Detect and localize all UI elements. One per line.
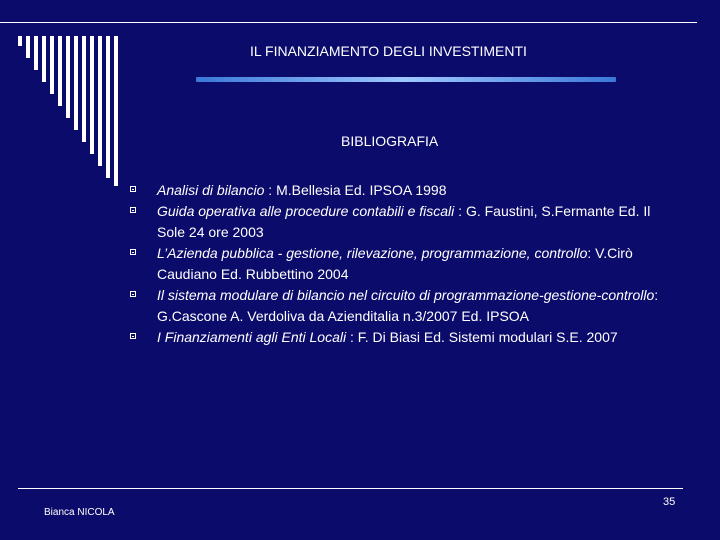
decor-bar (82, 36, 86, 142)
decor-bar (98, 36, 102, 166)
decor-bar (34, 36, 38, 70)
book-details: : G. Faustini, S.Fermante Ed. Il Sole 24 ore 2003 (157, 203, 651, 240)
bibliography-item (130, 243, 670, 285)
book-details: : V.Cirò Caudiano Ed. Rubbettino 2004 (157, 245, 633, 282)
decor-bar (66, 36, 70, 118)
square-bullet-icon (130, 207, 136, 213)
square-bullet-icon (130, 291, 136, 297)
decor-bar (58, 36, 62, 106)
footer-rule (18, 488, 683, 489)
decor-bar (50, 36, 54, 94)
decor-bar (74, 36, 78, 130)
bibliography-item (130, 285, 670, 327)
square-bullet-icon (130, 333, 136, 339)
square-bullet-icon (130, 186, 136, 192)
decor-bar (90, 36, 94, 154)
square-bullet-icon (130, 249, 136, 255)
top-rule (0, 22, 697, 23)
decor-bar (18, 36, 22, 46)
decor-bar (106, 36, 110, 178)
book-title: L’Azienda pubblica - gestione, rilevazione, programmazione, controllo (157, 245, 588, 261)
slide-title: IL FINANZIAMENTO DEGLI INVESTIMENTI (250, 43, 527, 59)
bibliography-item (130, 201, 670, 243)
title-underline (196, 77, 616, 82)
decor-bar (114, 36, 118, 186)
book-details: : M.Bellesia Ed. IPSOA 1998 (264, 182, 447, 198)
decorative-bars (18, 36, 128, 186)
book-title: Analisi di bilancio (157, 182, 265, 198)
page-number: 35 (663, 496, 676, 508)
book-title: Guida operativa alle procedure contabili e fiscali (157, 203, 455, 219)
bibliography-item (130, 180, 670, 201)
decor-bar (42, 36, 46, 82)
book-details: : G.Cascone A. Verdoliva da Azienditalia n.3/2007 Ed. IPSOA (157, 287, 659, 324)
book-details: : F. Di Biasi Ed. Sistemi modulari S.E. 2007 (346, 329, 618, 345)
decor-bar (26, 36, 30, 58)
bibliography-item (130, 327, 670, 348)
section-title: BIBLIOGRAFIA (341, 133, 439, 149)
book-title: I Finanziamenti agli Enti Locali (157, 329, 347, 345)
book-title: Il sistema modulare di bilancio nel circuito di programmazione-gestione-controllo (157, 287, 655, 303)
bibliography-list (130, 180, 670, 348)
footer-author: Bianca NICOLA (44, 507, 115, 518)
